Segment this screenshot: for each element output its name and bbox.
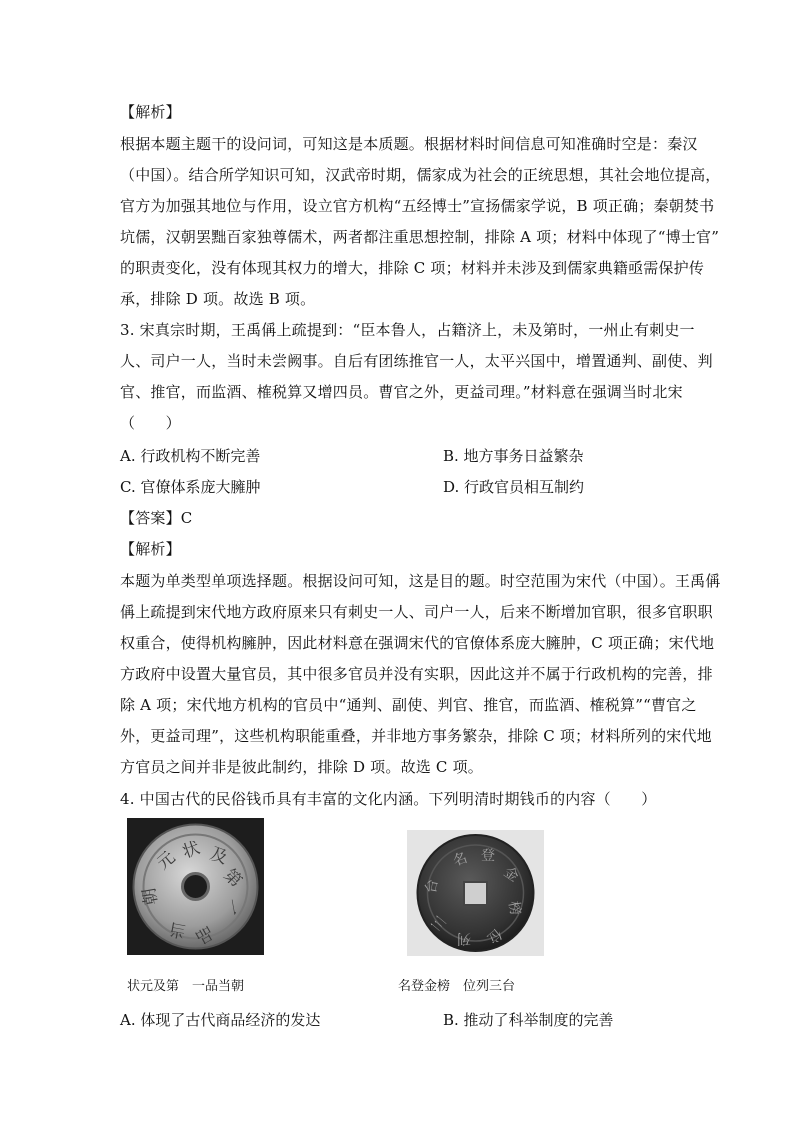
analysis-line: 坑儒，汉朝罢黜百家独尊儒术，两者都注重思想控制，排除 A 项；材料中体现了“博士官”: [120, 228, 720, 246]
question-3-line: （ ）: [120, 414, 181, 432]
analysis-line: 外，更益司理”，这些机构职能重叠，并非地方事务繁杂，排除 C 项；材料所列的宋代地: [120, 727, 712, 745]
question-4-text: 4. 中国古代的民俗钱币具有丰富的文化内涵。下列明清时期钱币的内容（ ）: [120, 790, 657, 808]
coin-right-caption: 名登金榜 位列三台: [398, 979, 516, 994]
answer-label: 【答案】C: [120, 509, 193, 527]
analysis-line: 的职责变化，没有体现其权力的增大，排除 C 项；材料并未涉及到儒家典籍亟需保护传: [120, 259, 705, 277]
analysis-line: 权重合，使得机构臃肿，因此材料意在强调宋代的官僚体系庞大臃肿，C 项正确；宋代地: [120, 634, 715, 652]
question-3-line: 3. 宋真宗时期，王禹偁上疏提到：“臣本鲁人，占籍济上，未及第时，一州止有刺史一: [120, 321, 695, 339]
analysis-line: 承，排除 D 项。故选 B 项。: [120, 290, 316, 308]
coin-left-char: 状: [179, 838, 203, 863]
analysis-line: 偁上疏提到宋代地方政府原来只有刺史一人、司户一人，后来不断增加官职，很多官职职: [120, 603, 713, 621]
analysis-heading: 【解析】: [120, 103, 181, 121]
analysis-line: 官方为加强其地位与作用，设立官方机构“五经博士”宣扬儒家学说，B 项正确；秦朝焚书: [120, 197, 715, 215]
coin-left-char: 一: [220, 897, 243, 918]
coin-right-char: 榜: [505, 899, 524, 917]
q3-option-d: D. 行政官员相互制约: [443, 478, 585, 496]
coin-right-char: 名: [450, 849, 470, 870]
analysis-line: （中国）。结合所学知识可知，汉武帝时期，儒家成为社会的正统思想，其社会地位提高，: [120, 166, 721, 184]
coin-right-char: 位: [483, 924, 505, 947]
q4-option-b: B. 推动了科举制度的完善: [443, 1011, 614, 1029]
coin-left-char: 及: [207, 843, 231, 869]
coin-left-char: 朝: [139, 886, 162, 907]
coin-right-char: 登: [481, 848, 495, 864]
q3-option-b: B. 地方事务日益繁杂: [443, 447, 584, 465]
q3-option-a: A. 行政机构不断完善: [120, 447, 261, 465]
question-3-line: 官、推官，而监酒、榷税算又增四员。曹官之外，更益司理。”材料意在强调当时北宋: [120, 383, 683, 401]
coin-photo-right: [407, 830, 544, 956]
analysis-heading: 【解析】: [120, 540, 181, 558]
analysis-line: 方官员之间并非是彼此制约，排除 D 项。故选 C 项。: [120, 758, 483, 776]
coin-left-caption: 状元及第 一品当朝: [127, 979, 245, 994]
q4-option-a: A. 体现了古代商品经济的发达: [120, 1011, 321, 1029]
question-3-line: 人、司户一人，当时未尝阙事。自后有团练推官一人，太平兴国中，增置通判、副使、判: [120, 352, 713, 370]
analysis-line: 本题为单类型单项选择题。根据设问可知，这是目的题。时空范围为宋代（中国）。王禹偁: [120, 572, 721, 590]
coin-left-char: 第: [219, 865, 246, 892]
coin-right-char: 金: [500, 864, 522, 886]
coin-left-image: [127, 818, 264, 955]
coin-right-char: 三: [428, 911, 450, 934]
coin-photo-left: [127, 818, 264, 955]
analysis-line: 根据本题主题干的设问词，可知这是本质题。根据材料时间信息可知准确时空是：秦汉: [120, 135, 698, 153]
coin-left-char: 品: [191, 921, 217, 948]
coin-left-char: 元: [153, 847, 180, 874]
coin-right-image: [407, 830, 544, 956]
coin-right-char: 列: [457, 930, 471, 946]
coin-right-char: 台: [423, 878, 442, 895]
q3-option-c: C. 官僚体系庞大臃肿: [120, 478, 261, 496]
analysis-line: 方政府中设置大量官员，其中很多官员并没有实职，因此这并不属于行政机构的完善，排: [120, 665, 713, 683]
coin-left-char: 当: [167, 918, 188, 941]
analysis-line: 除 A 项；宋代地方机构的官员中“通判、副使、判官、推官，而监酒、榷税算”“曹官之: [120, 696, 697, 714]
